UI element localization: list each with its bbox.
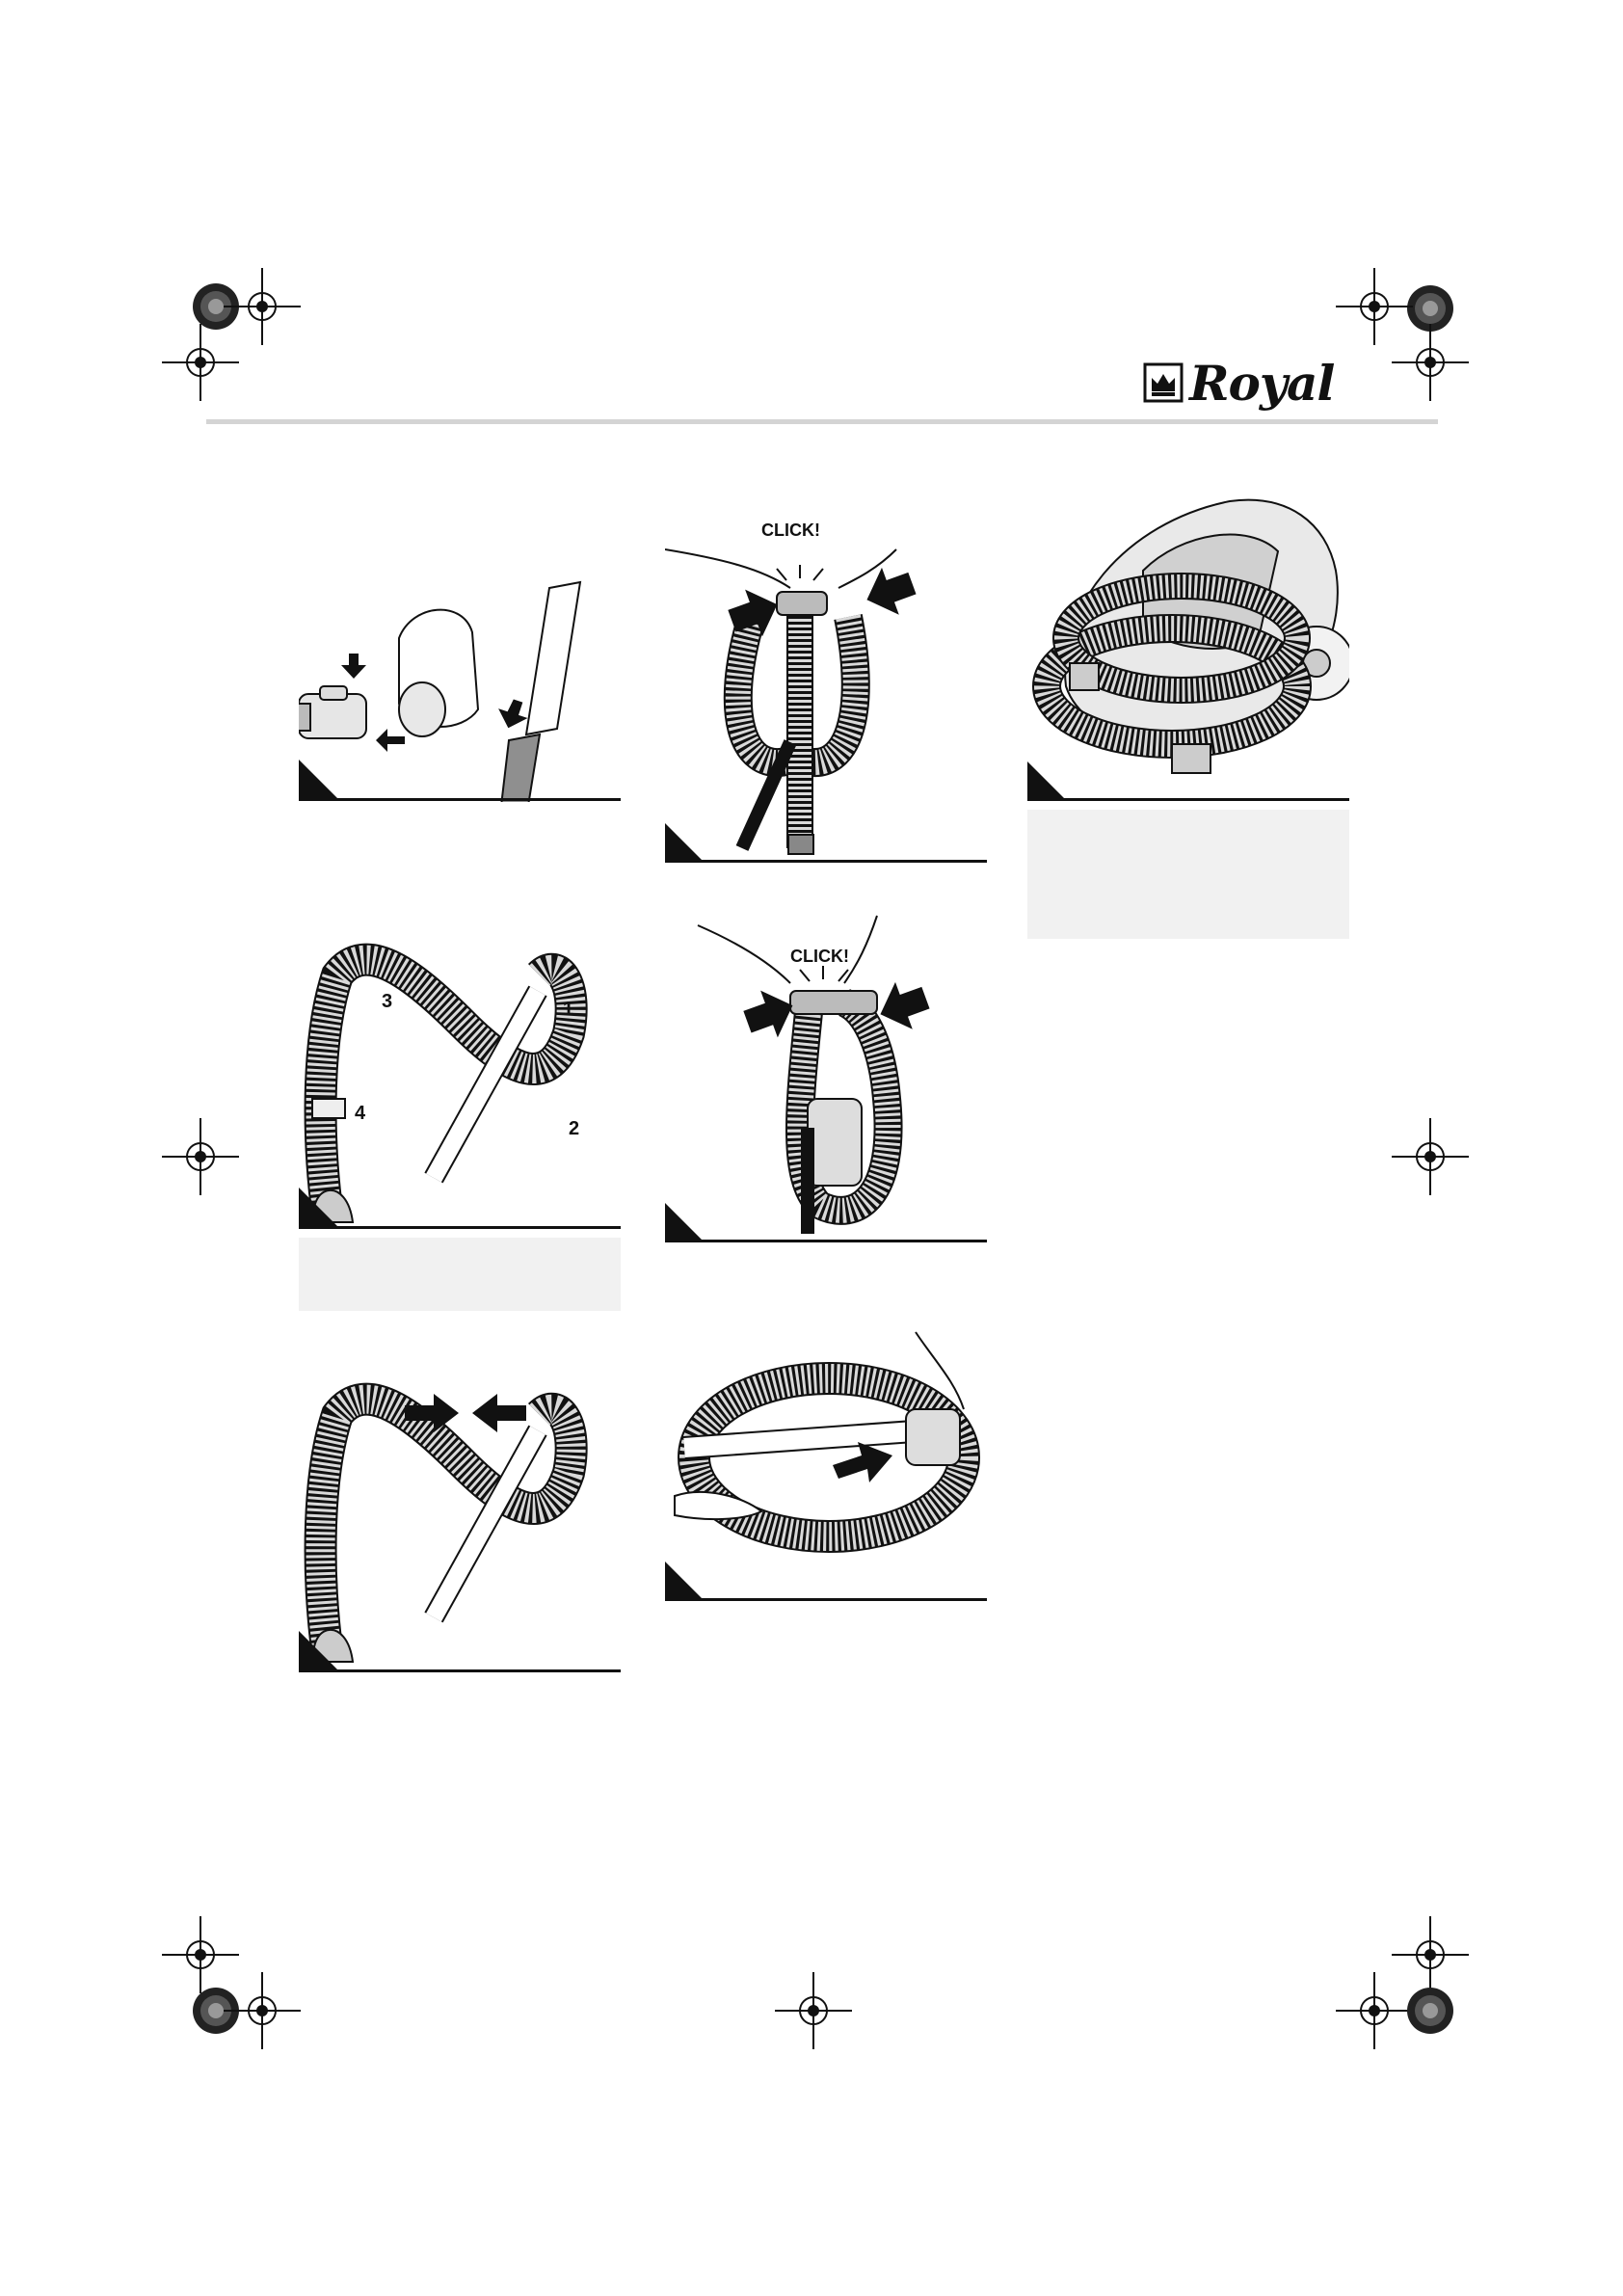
hose-label-1: 1 [563,999,574,1020]
click-callout: CLICK! [761,521,820,540]
figure-marker-triangle [665,1562,704,1600]
hose-clips-illustration [299,918,621,1226]
figure-click-connector-2 [665,906,987,1240]
arrow-icon [376,729,405,752]
figure-baseline [299,1669,621,1672]
hose-label-2: 2 [569,1118,580,1139]
arrow-icon [341,654,366,679]
figure-baseline [299,798,621,801]
hose-join-illustration [299,1357,621,1666]
figure-click-connector-1 [665,521,987,860]
brand-logo [1143,355,1349,412]
hose-label-4: 4 [355,1103,366,1124]
click-callout: CLICK! [790,947,849,966]
registration-mark-icon [224,1972,301,2049]
registration-mark-icon [162,1118,239,1195]
arrow-icon [859,560,921,624]
figure-marker-triangle [1027,761,1066,800]
arrow-icon [472,1394,526,1432]
nozzle-tube-illustration [299,574,621,802]
figure-baseline [665,1598,987,1601]
figure-marker-triangle [299,1188,337,1226]
figure-baseline [665,1240,987,1242]
registration-mark-bottom-right-dial [1401,1982,1459,2040]
brand-name: Royal [1189,355,1335,412]
text-box [1027,810,1349,939]
vacuum-storage-illustration [1027,494,1349,798]
registration-mark-icon [1392,324,1469,401]
figure-marker-triangle [665,1203,704,1241]
crown-logo-icon [1143,362,1184,403]
figure-marker-triangle [299,760,337,798]
registration-mark-icon [775,1972,852,2049]
figure-nozzle-tube [299,574,621,802]
figure-marker-triangle [665,823,704,862]
hose-label-3: 3 [382,991,393,1012]
registration-mark-icon [1392,1118,1469,1195]
figure-marker-triangle [299,1631,337,1669]
header-rule [206,419,1438,424]
text-box [299,1238,621,1311]
figure-baseline [1027,798,1349,801]
arrow-icon [493,696,532,733]
registration-mark-icon [162,324,239,401]
click-connector-1-illustration [665,521,987,860]
figure-vacuum-storage [1027,494,1349,798]
figure-hose-clips [299,918,621,1226]
figure-hose-loop [665,1313,987,1598]
figure-hose-join [299,1357,621,1666]
figure-baseline [299,1226,621,1229]
figure-baseline [665,860,987,863]
hose-loop-illustration [665,1313,987,1598]
